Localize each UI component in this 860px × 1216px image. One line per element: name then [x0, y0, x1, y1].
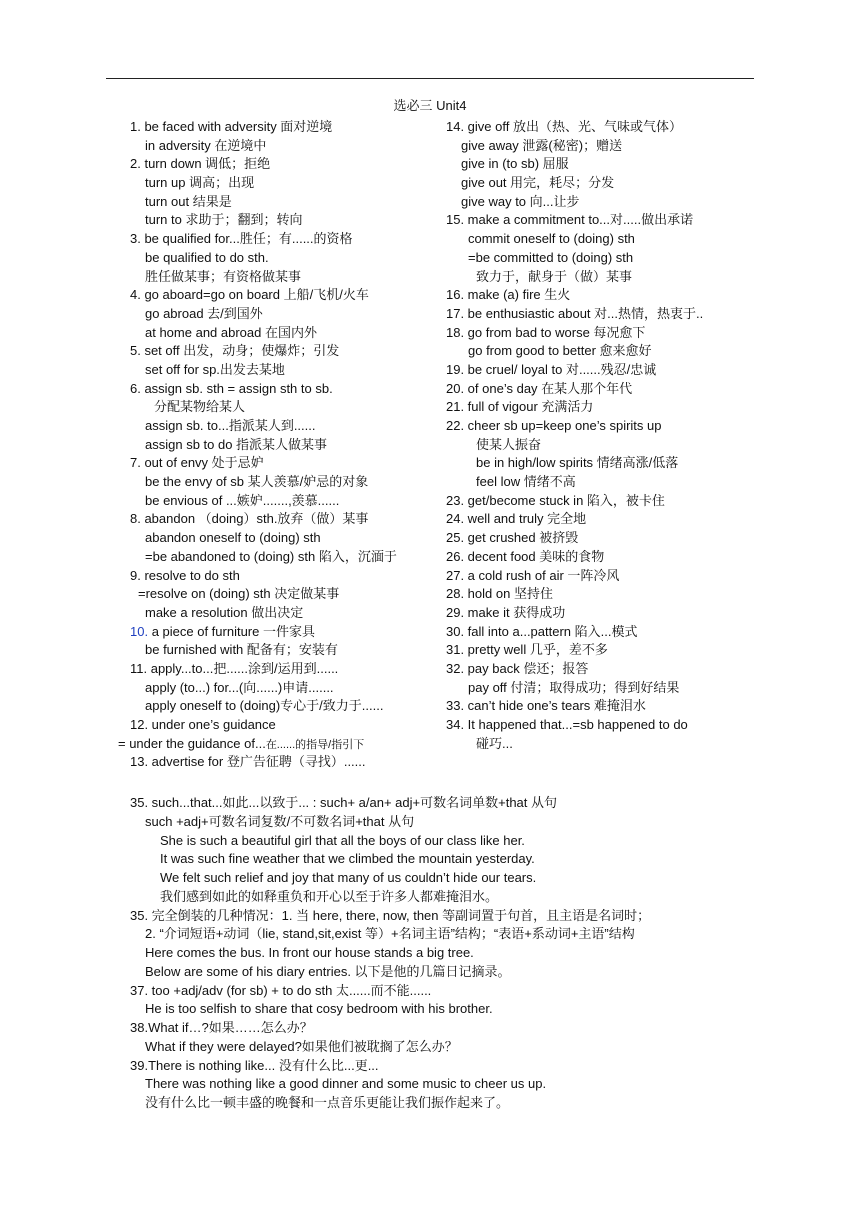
line-text: 27. a cold rush of air 一阵冷风 [446, 567, 620, 583]
vocab-line [130, 249, 397, 268]
vocab-line [118, 735, 397, 754]
line-text: 6. assign sb. sth = assign sth to sb. [130, 380, 333, 396]
line-text: What if they were delayed?如果他们被耽搁了怎么办？ [145, 1038, 458, 1054]
line-text: turn up 调高；出现 [145, 175, 255, 191]
vocab-line [446, 417, 703, 436]
vocab-line [130, 230, 397, 249]
vocab-line [446, 286, 703, 305]
line-text: 12. under one’s guidance [130, 717, 276, 732]
vocab-line [446, 510, 703, 529]
line-text: 31. pretty well 几乎，差不多 [446, 642, 608, 658]
vocab-line [130, 697, 397, 716]
line-text: give in (to sb) 屈服 [461, 156, 569, 172]
line-text: make a resolution 做出决定 [145, 604, 304, 620]
line-text: 碰巧... [476, 735, 513, 751]
grammar-line [130, 850, 650, 869]
line-text: be envious of ...嫉妒.......,羡慕...... [145, 492, 340, 508]
line-text: abandon oneself to (doing) sth [145, 530, 321, 546]
vocab-line [130, 454, 397, 473]
line-text: 23. get/become stuck in 陷入，被卡住 [446, 492, 665, 508]
grammar-line [130, 888, 650, 907]
line-text: 24. well and truly 完全地 [446, 511, 587, 527]
vocab-line [130, 118, 397, 137]
line-text: 29. make it 获得成功 [446, 604, 566, 620]
line-text: 1. be faced with adversity 面对逆境 [130, 119, 333, 134]
vocab-line [130, 211, 397, 230]
grammar-line [130, 1019, 650, 1038]
grammar-line [130, 1094, 650, 1113]
vocab-line [130, 716, 397, 735]
line-text: She is such a beautiful girl that all the boys of our class like her. [160, 832, 525, 848]
line-text: 39.There is nothing like... 没有什么比...更... [130, 1057, 379, 1073]
line-text: 3. be qualified for...胜任；有......的资格 [130, 231, 353, 247]
vocab-line [130, 268, 397, 287]
vocab-line [446, 454, 703, 473]
vocab-line [130, 753, 397, 772]
vocab-line [446, 604, 703, 623]
grammar-line [130, 944, 650, 963]
line-text: 26. decent food 美味的食物 [446, 548, 605, 564]
line-text: 38.What if…?如果……怎么办？ [130, 1020, 313, 1035]
line-text: 34. It happened that...=sb happened to do [446, 717, 688, 732]
vocab-line [446, 641, 703, 660]
line-text: give way to 向...让步 [461, 193, 580, 209]
line-text: turn to 求助于；翻到；转向 [145, 212, 303, 228]
line-text: 17. be enthusiastic about 对...热情，热衷于.. [446, 305, 704, 321]
page-title: 选必三 Unit4 [393, 98, 467, 113]
vocab-line [130, 305, 397, 324]
line-text: =resolve on (doing) sth 决定做某事 [138, 586, 340, 602]
line-text: 我们感到如此的如释重负和开心以至于许多人都难掩泪水。 [160, 888, 499, 904]
vocab-line [130, 623, 397, 642]
line-text: go from good to better 愈来愈好 [468, 343, 652, 359]
vocab-line [446, 118, 703, 137]
line-text: apply (to...) for...(向......)申请....... [145, 679, 334, 695]
line-text: apply oneself to (doing)专心于/致力于...... [145, 698, 384, 714]
line-note: 在......的指导/指引下 [265, 738, 365, 751]
top-rule [106, 78, 754, 79]
line-text: be in high/low spirits 情绪高涨/低落 [476, 455, 679, 471]
vocab-line [130, 342, 397, 361]
line-text: 15. make a commitment to...对.....做出承诺 [446, 212, 694, 228]
line-text: It was such fine weather that we climbed the mountain yesterday. [160, 851, 535, 867]
vocab-line [130, 585, 397, 604]
vocab-line [446, 305, 703, 324]
line-text: 8. abandon （doing）sth.放弃（做）某事 [130, 511, 369, 527]
vocab-line [446, 473, 703, 492]
line-text: 25. get crushed 被挤毁 [446, 530, 579, 546]
vocab-line [130, 641, 397, 660]
vocab-line [130, 380, 397, 399]
line-text: set off for sp.出发去某地 [145, 361, 285, 377]
line-text: 11. apply...to...把......涂到/运用到...... [130, 660, 339, 676]
line-text: turn out 结果是 [145, 193, 232, 209]
grammar-line [130, 925, 650, 944]
vocab-line [446, 623, 703, 642]
line-text: give out 用完，耗尽；分发 [461, 175, 615, 191]
line-text: 30. fall into a...pattern 陷入...模式 [446, 623, 638, 639]
vocab-line [130, 548, 397, 567]
vocab-line [130, 660, 397, 679]
line-text: 37. too +adj/adv (for sb) + to do sth 太......而不能...... [130, 982, 432, 998]
vocab-line [446, 249, 703, 268]
grammar-line [130, 794, 650, 813]
vocab-line [446, 679, 703, 698]
right-column [446, 118, 703, 753]
vocab-line [130, 174, 397, 193]
line-text: =be abandoned to (doing) sth 陷入，沉湎于 [145, 548, 397, 564]
line-text: give away 泄露(秘密)；赠送 [461, 137, 623, 153]
grammar-line [130, 1038, 650, 1057]
vocab-line [130, 155, 397, 174]
vocab-line [446, 585, 703, 604]
line-text: 7. out of envy 处于忌妒 [130, 455, 264, 471]
line-text: 33. can’t hide one’s tears 难掩泪水 [446, 698, 646, 714]
line-text: commit oneself to (doing) sth [468, 231, 635, 247]
line-text: 致力于，献身于（做）某事 [476, 268, 633, 284]
left-column [118, 118, 397, 772]
line-text: Here comes the bus. In front our house stands a big tree. [145, 945, 474, 960]
vocab-line [446, 529, 703, 548]
grammar-line [130, 1057, 650, 1076]
vocab-line [446, 211, 703, 230]
grammar-line [130, 963, 650, 982]
line-text: 4. go aboard=go on board 上船/飞机/火车 [130, 287, 369, 303]
vocab-line [446, 361, 703, 380]
line-text: 14. give off 放出（热、光、气味或气体） [446, 119, 682, 134]
vocab-line [446, 230, 703, 249]
vocab-line [446, 735, 703, 754]
line-text: be furnished with 配备有；安装有 [145, 642, 338, 658]
vocab-line [130, 286, 397, 305]
line-text: assign sb to do 指派某人做某事 [145, 436, 328, 452]
vocab-line [446, 342, 703, 361]
line-text: 胜任做某事；有资格做某事 [145, 268, 302, 284]
vocab-line [130, 436, 397, 455]
vocab-line [446, 398, 703, 417]
grammar-line [130, 832, 650, 851]
line-text: 21. full of vigour 充满活力 [446, 399, 594, 415]
grammar-line [130, 982, 650, 1001]
line-text: 分配某物给某人 [154, 399, 246, 415]
vocab-line [130, 193, 397, 212]
line-text: assign sb. to...指派某人到...... [145, 418, 316, 433]
line-text: Below are some of his diary entries. 以下是他的几篇日记摘录。 [145, 963, 511, 979]
line-text: feel low 情绪不高 [476, 474, 576, 490]
vocab-line [130, 492, 397, 511]
line-text: at home and abroad 在国内外 [145, 324, 317, 340]
vocab-line [130, 137, 397, 156]
line-text: pay off 付清；取得成功；得到好结果 [468, 679, 680, 695]
line-text: 35. such...that...如此...以致于... : such+ a/an+ adj+可数名词单数+that 从句 [130, 795, 558, 810]
line-text: 使某人振奋 [476, 436, 542, 452]
bottom-section [130, 794, 650, 1113]
line-text: 没有什么比一顿丰盛的晚餐和一点音乐更能让我们振作起来了。 [145, 1095, 510, 1110]
vocab-line [130, 604, 397, 623]
vocab-line [446, 492, 703, 511]
line-text: be the envy of sb 某人羡慕/妒忌的对象 [145, 474, 369, 490]
vocab-line [130, 679, 397, 698]
line-text: 5. set off 出发，动身；使爆炸；引发 [130, 343, 340, 359]
line-text: 9. resolve to do sth [130, 567, 240, 583]
vocab-line [446, 137, 703, 156]
line-text: 2. turn down 调低；拒绝 [130, 156, 271, 172]
line-text: 13. advertise for 登广告征聘（寻找）...... [130, 754, 366, 770]
grammar-line [130, 813, 650, 832]
vocab-line [130, 510, 397, 529]
grammar-line [130, 1075, 650, 1094]
vocab-line [130, 473, 397, 492]
item-number: 10. [130, 623, 149, 639]
vocab-line [446, 697, 703, 716]
vocab-line [446, 436, 703, 455]
vocab-line [130, 529, 397, 548]
line-text: a piece of furniture 一件家具 [148, 623, 315, 639]
line-text: be qualified to do sth. [145, 249, 269, 265]
line-text: He is too selfish to share that cosy bedroom with his brother. [145, 1001, 493, 1017]
line-text: 2. “介词短语+动词（lie, stand,sit,exist 等）+名词主语”结构；“表语+系动词+主语”结构 [145, 926, 635, 942]
line-text: We felt such relief and joy that many of us couldn’t hide our tears. [160, 870, 537, 885]
vocab-line [446, 193, 703, 212]
line-text: 28. hold on 坚持住 [446, 586, 553, 602]
vocab-line [130, 417, 397, 436]
line-text: 20. of one’s day 在某人那个年代 [446, 380, 633, 396]
line-text: in adversity 在逆境中 [145, 137, 267, 153]
line-text: = under the guidance of... [118, 735, 266, 751]
vocab-line [446, 380, 703, 399]
vocab-line [446, 155, 703, 174]
vocab-line [130, 398, 397, 417]
grammar-line [130, 869, 650, 888]
line-text: 32. pay back 偿还；报答 [446, 660, 589, 676]
vocab-line [446, 174, 703, 193]
vocab-line [446, 548, 703, 567]
line-text: 22. cheer sb up=keep one’s spirits up [446, 418, 662, 433]
grammar-line [130, 907, 650, 926]
vocab-line [446, 716, 703, 735]
vocab-line [130, 324, 397, 343]
line-text: 16. make (a) fire 生火 [446, 287, 571, 303]
grammar-line [130, 1000, 650, 1019]
line-text: such +adj+可数名词复数/不可数名词+that 从句 [145, 813, 415, 829]
vocab-line [446, 660, 703, 679]
line-text: =be committed to (doing) sth [468, 249, 634, 265]
line-text: There was nothing like a good dinner and some music to cheer us up. [145, 1076, 547, 1092]
vocab-line [446, 567, 703, 586]
vocab-line [130, 361, 397, 380]
vocab-line [446, 324, 703, 343]
line-text: 35. 完全倒装的几种情况：1. 当 here, there, now, then 等副词置于句首，且主语是名词时； [130, 907, 651, 923]
line-text: 19. be cruel/ loyal to 对......残忍/忠诚 [446, 361, 657, 377]
vocab-line [130, 567, 397, 586]
vocab-line [446, 268, 703, 287]
line-text: go abroad 去/到国外 [145, 305, 263, 321]
line-text: 18. go from bad to worse 每况愈下 [446, 324, 646, 340]
